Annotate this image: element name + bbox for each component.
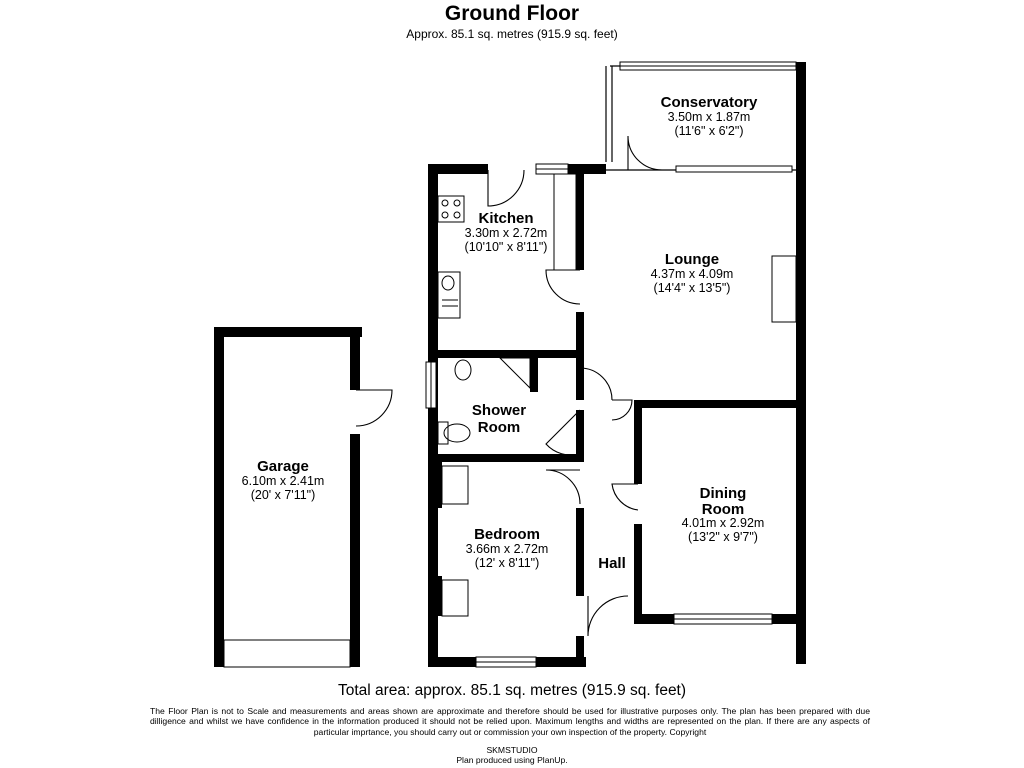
conservatory-imperial: (11'6" x 6'2") (674, 124, 744, 138)
lounge-imperial: (14'4" x 13'5") (653, 281, 731, 295)
conservatory-door (628, 136, 662, 170)
credits (0, 745, 1024, 766)
shower-door (546, 410, 580, 455)
garage-imperial: (20' x 7'11") (250, 488, 316, 502)
plan-subtitle: Approx. 85.1 sq. metres (915.9 sq. feet) (406, 27, 618, 41)
lounge-metric: 4.37m x 4.09m (650, 267, 734, 281)
conservatory-metric: 3.50m x 1.87m (667, 110, 751, 124)
lounge-door (580, 368, 612, 400)
garage-metric: 6.10m x 2.41m (241, 474, 325, 488)
basin (455, 360, 471, 380)
hall-inner-door (612, 400, 632, 420)
kitchen-lounge-wall-lower (576, 312, 584, 354)
dining-door (612, 484, 638, 510)
kitchen-name: Kitchen (478, 210, 534, 227)
hall-name: Hall (598, 555, 626, 572)
dining-name-line2: Room (701, 501, 745, 518)
shower-cubicle-wall (530, 356, 538, 392)
garage-right-wall-upper (350, 327, 360, 390)
kitchen-top-wall-right (568, 164, 606, 174)
dining-metric: 4.01m x 2.92m (681, 516, 765, 530)
dining-bottom-wall-right (772, 614, 806, 624)
bedroom-imperial: (12' x 8'11") (474, 556, 540, 570)
conservatory-right-wall (796, 62, 806, 164)
kitchen-bottom-wall (436, 350, 584, 358)
kitchen-metric: 3.30m x 2.72m (464, 226, 548, 240)
garage-door (224, 640, 350, 667)
walls (214, 62, 806, 667)
bedroom-door (546, 470, 580, 504)
shower-name-line1: Shower (471, 402, 527, 419)
wardrobe-bottom (442, 580, 468, 616)
sink (438, 272, 460, 318)
shower-bottom-wall (436, 454, 584, 462)
dining-left-wall-upper (634, 400, 642, 484)
kitchen-lounge-wall-upper (576, 170, 584, 270)
studio-name: SKMSTUDIO (486, 745, 538, 755)
dining-left-wall-lower (634, 524, 642, 624)
kitchen-door (546, 270, 580, 304)
conservatory-name: Conservatory (660, 94, 758, 111)
bedroom-wardrobe-bottom (436, 576, 442, 616)
bedroom-hall-wall-bottom (576, 636, 584, 667)
windows (224, 62, 796, 667)
hall-front-door (588, 596, 628, 636)
bedroom-metric: 3.66m x 2.72m (465, 542, 549, 556)
shower-hall-wall-lower (576, 410, 584, 454)
kitchen-back-door (488, 170, 524, 206)
bedroom-bottom-wall-left (428, 657, 476, 667)
lounge-name: Lounge (664, 251, 720, 268)
garage-top-wall (214, 327, 362, 337)
kitchen-imperial: (10'10" x 8'11") (464, 240, 548, 254)
plan-title: Ground Floor (444, 2, 580, 25)
dining-name-line1: Dining (699, 485, 747, 502)
hob (438, 196, 464, 222)
total-area: Total area: approx. 85.1 sq. metres (915.9 sq. feet) (337, 682, 687, 699)
wardrobe-top (442, 466, 468, 504)
lounge-fireplace (772, 256, 796, 322)
dining-bottom-wall-left (634, 614, 674, 624)
disclaimer: The Floor Plan is not to Scale and measurements and areas shown are approximate and therefore should be used for illustrative purposes only. The plan has been prepared with due dilligence and whilst we have confidence in the information produced it should not be relied upon. Maximum lengths and widths are represented on the plan. If there are any aspects of particular imprtance, you should carry out or commission your own inspection of the property. Copyright (150, 706, 870, 737)
dining-imperial: (13'2" x 9'7") (688, 530, 758, 544)
garage-side-door (356, 390, 392, 426)
bedroom-wardrobe-top (436, 458, 442, 508)
bedroom-hall-wall (576, 508, 584, 596)
dining-top-wall (634, 400, 806, 408)
garage-left-wall (214, 327, 224, 667)
shower-name-line2: Room (477, 419, 521, 436)
bedroom-name: Bedroom (474, 526, 540, 543)
kitchen-worktop (554, 174, 576, 270)
kitchen-top-wall-left (428, 164, 488, 174)
produced-by: Plan produced using PlanUp. (456, 755, 568, 766)
garage-right-wall-lower (350, 434, 360, 667)
garage-name: Garage (257, 458, 309, 475)
conservatory-window-bottom (676, 166, 792, 172)
shower-tray (500, 358, 530, 388)
house-right-wall (796, 164, 806, 664)
cistern (438, 422, 448, 444)
